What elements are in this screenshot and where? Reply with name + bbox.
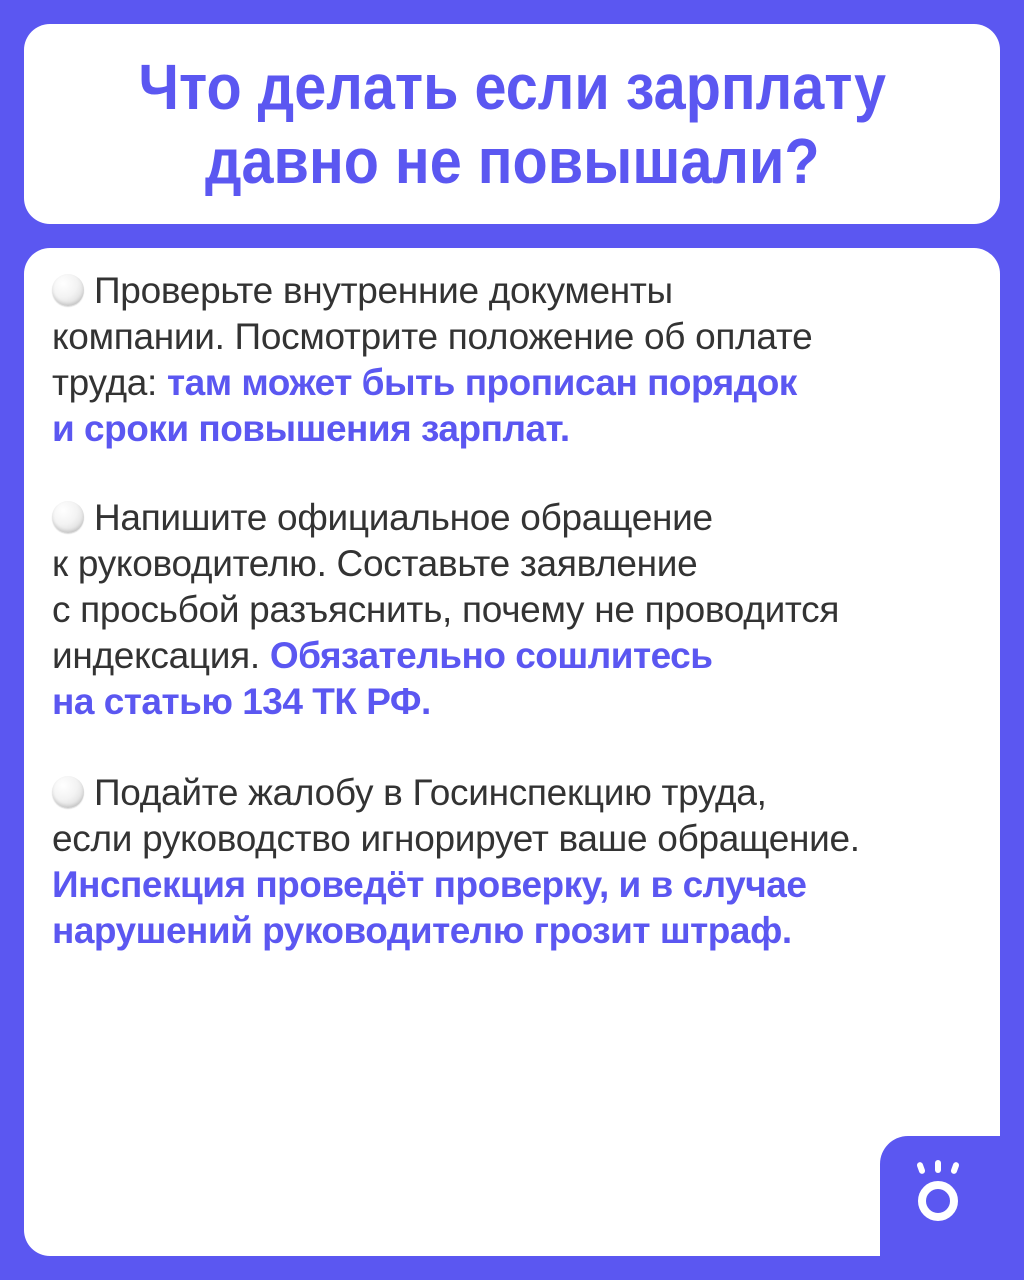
tip-item-documents — [52, 268, 982, 452]
tip-text: с просьбой разъяснить, почему не проводится — [52, 589, 840, 630]
white-circle-icon — [52, 501, 84, 533]
content-card — [24, 248, 1000, 1256]
title-line-1: Что делать если зарплату — [138, 51, 886, 123]
brand-ring-with-rays-icon — [912, 1160, 964, 1224]
white-circle-icon — [52, 776, 84, 808]
tip-text: компании. Посмотрите положение об оплате — [52, 316, 813, 357]
tip-highlight: Обязательно сошлитесь — [269, 635, 713, 676]
tip-text: Напишите официальное обращение — [94, 497, 713, 538]
tip-text: Подайте жалобу в Госинспекцию труда, — [94, 772, 767, 813]
tip-text: индексация. — [52, 635, 270, 676]
tip-highlight: Инспекция проведёт проверку, и в случае — [52, 864, 807, 905]
tip-highlight: там может быть прописан порядок — [167, 362, 797, 403]
page-title — [138, 50, 885, 198]
tip-text: труда: — [52, 362, 168, 403]
tip-highlight: на статью 134 ТК РФ. — [52, 681, 431, 722]
white-circle-icon — [52, 274, 84, 306]
tip-text: к руководителю. Составьте заявление — [52, 543, 698, 584]
title-line-2: давно не повышали? — [204, 125, 820, 197]
tip-item-complaint — [52, 770, 982, 954]
logo-corner — [880, 1136, 1000, 1256]
tip-highlight: нарушений руководителю грозит штраф. — [52, 910, 792, 951]
tip-text: Проверьте внутренние документы — [94, 270, 673, 311]
title-card — [24, 24, 1000, 224]
tip-item-appeal — [52, 495, 982, 725]
tip-highlight: и сроки повышения зарплат. — [52, 408, 570, 449]
tip-text: если руководство игнорирует ваше обращение. — [52, 818, 860, 859]
